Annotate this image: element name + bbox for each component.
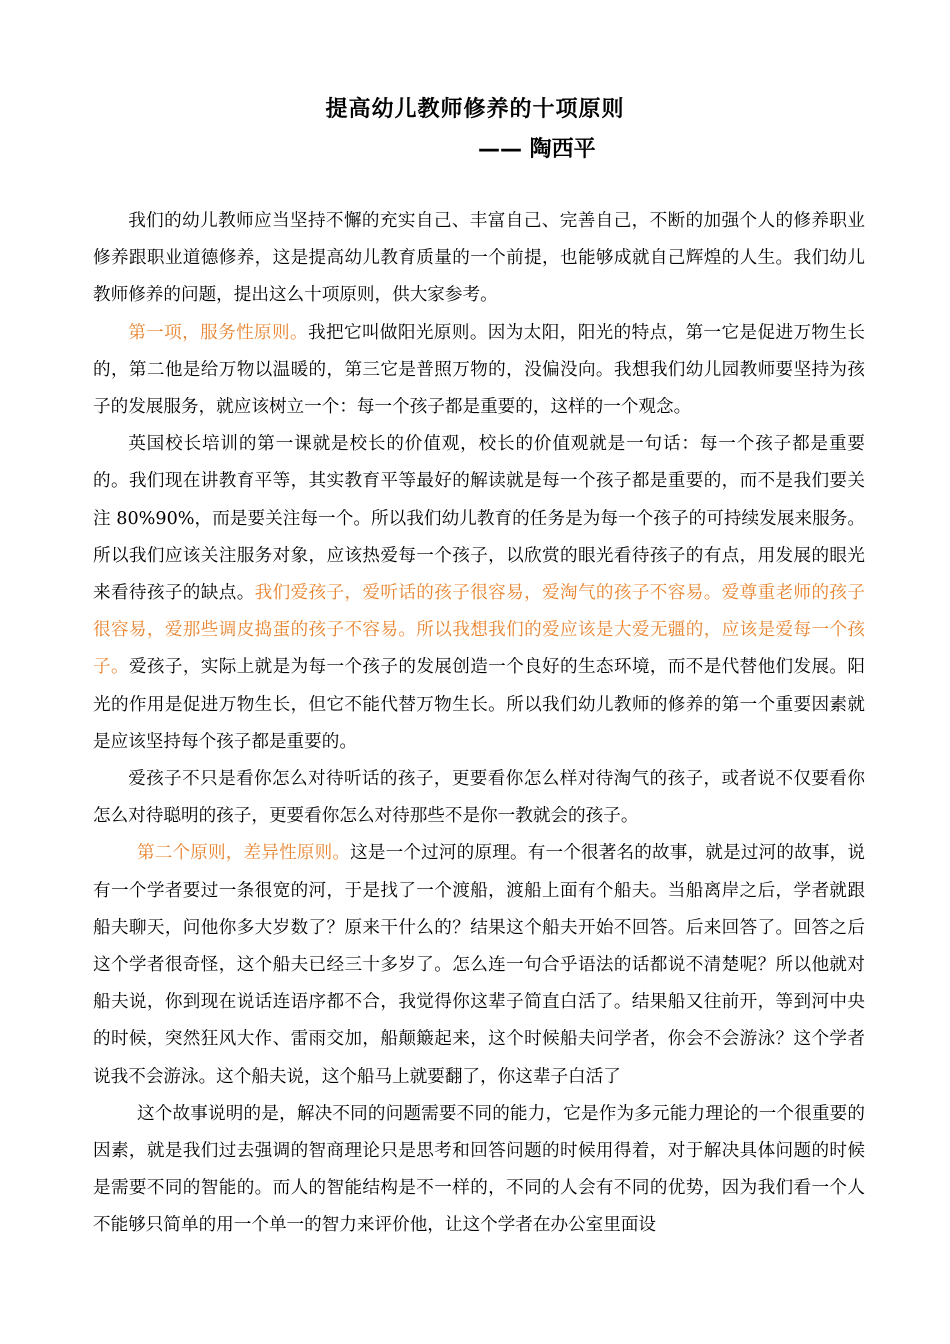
paragraph — [93, 315, 865, 427]
paragraph-text: 这是一个过河的原理。有一个很著名的故事，就是过河的故事，说有一个学者要过一条很宽的河，于是找了一个渡船，渡船上面有个船夫。当船离岸之后，学者就跟船夫聊天，问他你多大岁数了？原来干什么的？结果这个船夫开始不回答。后来回答了。回答之后这个学者很奇怪，这个船夫已经三十多岁了。怎么连一句合乎语法的话都说不清楚呢？所以他就对船夫说，你到现在说话连语序都不合，我觉得你这辈子简直白活了。结果船又往前开，等到河中央的时候，突然狂风大作、雷雨交加，船颠簸起来，这个时候船夫问学者，你会不会游泳？这个学者说我不会游泳。这个船夫说，这个船马上就要翻了，你这辈子白活了 — [93, 843, 865, 1087]
paragraph-text: 我们的幼儿教师应当坚持不懈的充实自己、丰富自己、完善自己，不断的加强个人的修养职业修养跟职业道德修养，这是提高幼儿教育质量的一个前提，也能够成就自己辉煌的人生。我们幼儿教师修养的问题，提出这么十项原则，供大家参考。 — [93, 211, 865, 306]
paragraph — [93, 203, 865, 315]
paragraph-text: 这个故事说明的是，解决不同的问题需要不同的能力，它是作为多元能力理论的一个很重要的因素，就是我们过去强调的智商理论只是思考和回答问题的时候用得着，对于解决具体问题的时候是需要不同的智能的。而人的智能结构是不一样的，不同的人会有不同的优势，因为我们看一个人不能够只简单的用一个单一的智力来评价他，让这个学者在办公室里面设 — [93, 1103, 865, 1236]
paragraph-text: 我把它叫做阳光原则。因为太阳，阳光的特点，第一它是促进万物生长的，第二他是给万物以温暖的，第三它是普照万物的，没偏没向。我想我们幼儿园教师要坚持为孩子的发展服务，就应该树立一个：每一个孩子都是重要的，这样的一个观念。 — [93, 322, 865, 418]
highlighted-heading: 第二个原则，差异性原则。 — [137, 843, 351, 864]
paragraph-text: 爱孩子，实际上就是为每一个孩子的发展创造一个良好的生态环境，而不是代替他们发展。阳光的作用是促进万物生长，但它不能代替万物生长。所以我们幼儿教师的修养的第一个重要因素就是应该坚持每个孩子都是重要的。 — [93, 657, 865, 752]
paragraph — [93, 835, 865, 1095]
highlighted-text: 我们爱孩子，爱听话的孩子很容易，爱淘气的孩子不容易。爱尊重老师的孩子很容易，爱那些调皮捣蛋的孩子不容易。所以我想我们的爱应该是大爱无疆的，应该是爱每一个孩子。 — [93, 583, 865, 678]
document-body — [93, 203, 865, 1245]
paragraph — [93, 1096, 865, 1245]
document-title: 提高幼儿教师修养的十项原则 — [325, 97, 625, 122]
paragraph-text: 爱孩子不只是看你怎么对待听话的孩子，更要看你怎么样对待淘气的孩子，或者说不仅要看你怎么对待聪明的孩子，更要看你怎么对待那些不是你一教就会的孩子。 — [93, 769, 865, 827]
highlighted-heading: 第一项，服务性原则。 — [128, 322, 308, 343]
author-line: —— 陶西平 — [478, 137, 596, 162]
paragraph-text: 英国校长培训的第一课就是校长的价值观，校长的价值观就是一句话：每一个孩子都是重要的。我们现在讲教育平等，其实教育平等最好的解读就是每一个孩子都是重要的，而不是我们要关注 80%90%，而是要关注每一个。所以我们幼儿教育的任务是为每一个孩子的可持续发展来服务。所以我们应该关注服务对象，应该热爱每一个孩子，以欣赏的眼光看待孩子的有点，用发展的眼光来看待孩子的缺点。 — [93, 434, 865, 604]
paragraph — [93, 426, 865, 761]
paragraph — [93, 761, 865, 835]
